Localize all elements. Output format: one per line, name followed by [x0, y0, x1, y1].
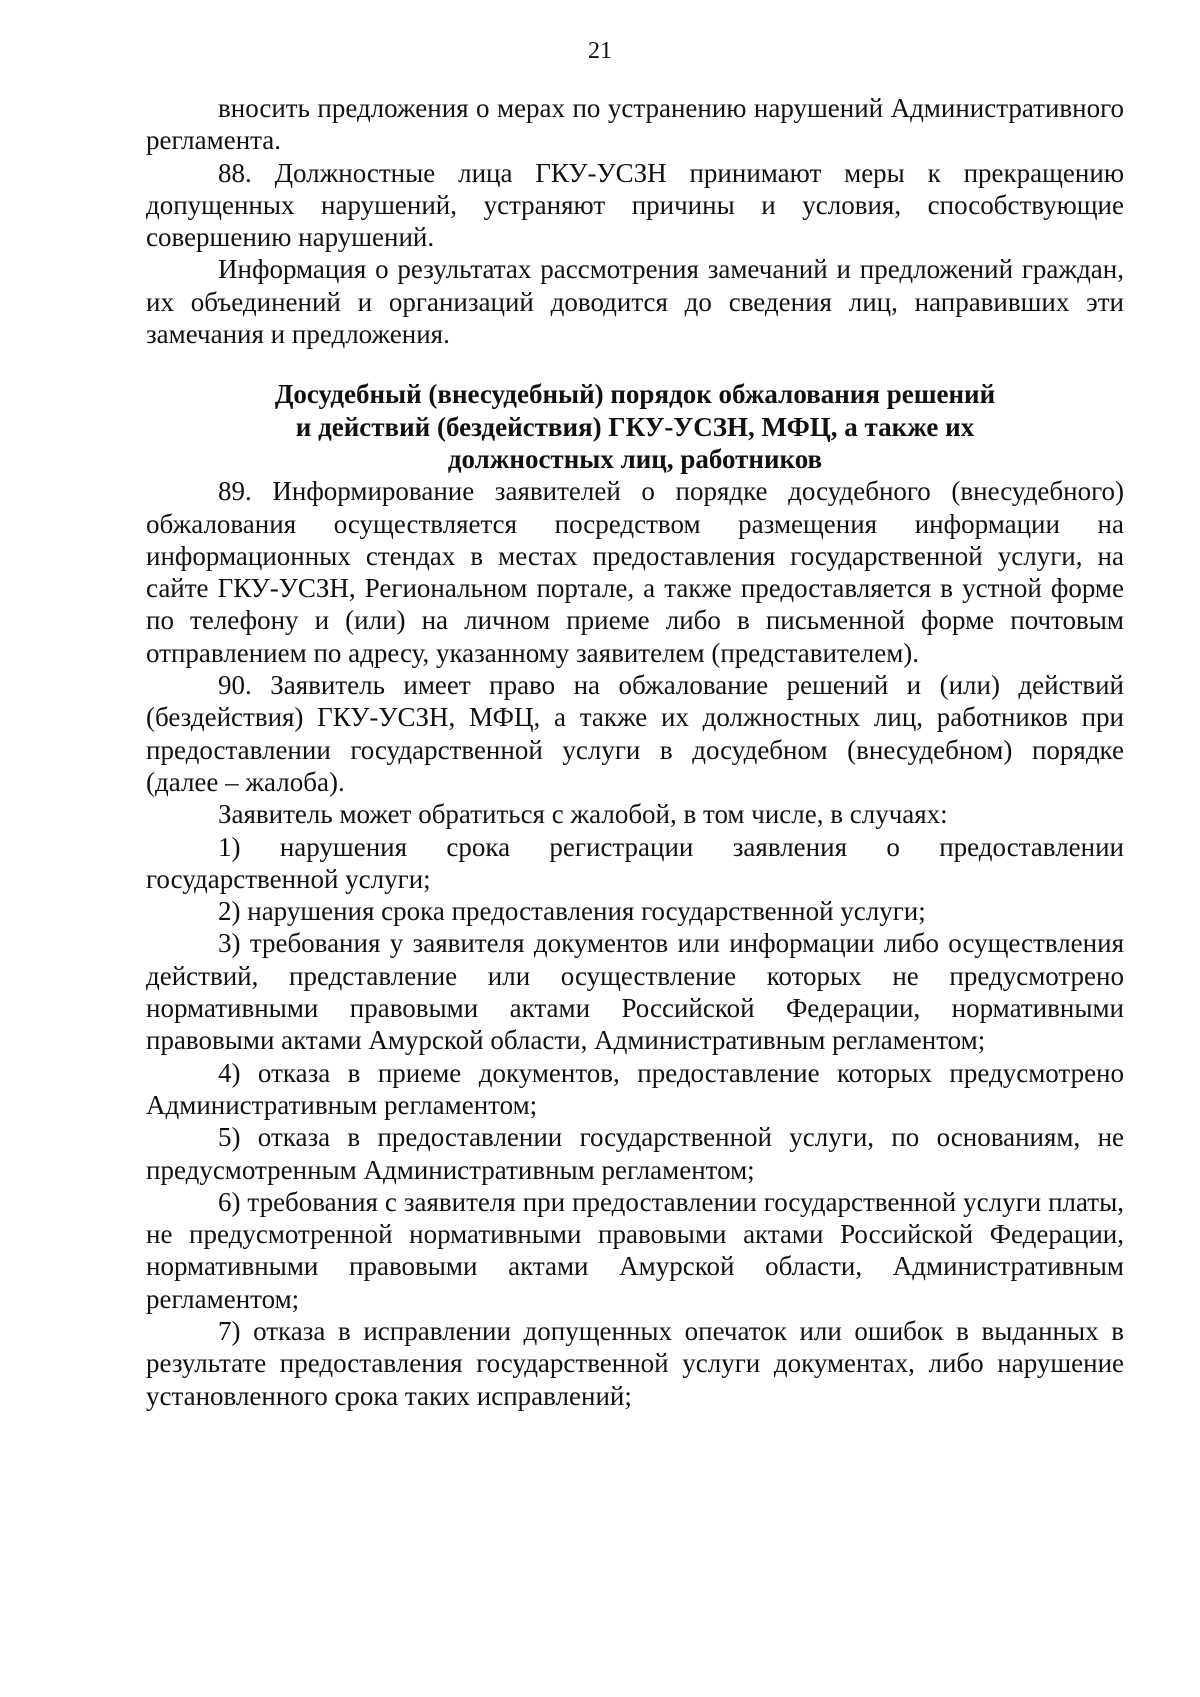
document-body — [146, 92, 1124, 1412]
paragraph-88: 88. Должностные лица ГКУ-УСЗН принимают меры к прекращению допущенных нарушений, устраняют причины и условия, способствующие совершению нарушений. — [146, 157, 1124, 253]
list-item-7: 7) отказа в исправлении допущенных опечаток или ошибок в выданных в результате предоставления государственной услуги документах, либо нарушение установленного срока таких исправлений; — [146, 1315, 1124, 1411]
section-heading-line-2: и действий (бездействия) ГКУ-УСЗН, МФЦ, а также их — [295, 411, 975, 442]
list-item-5: 5) отказа в предоставлении государственной услуги, по основаниям, не предусмотренным Административным регламентом; — [146, 1122, 1124, 1185]
paragraph-89: 89. Информирование заявителей о порядке досудебного (внесудебного) обжалования осуществляется посредством размещения информации на информационных стендах в местах предоставления государственной услуги, на сайте ГКУ-УСЗН, Региональном портале, а также предоставляется в устной форме по телефону и (или) на личном приеме либо в письменной форме почтовым отправлением по адресу, указанному заявителем (представителем). — [146, 476, 1124, 668]
paragraph-cases-intro: Заявитель может обратиться с жалобой, в том числе, в случаях: — [218, 799, 948, 830]
list-item-1: 1) нарушения срока регистрации заявления о предоставлении государственной услуги; — [146, 831, 1124, 894]
list-item-6: 6) требования с заявителя при предоставлении государственной услуги платы, не предусмотренной нормативными правовыми актами Российской Федерации, нормативными правовыми актами Амурской области, Административным регламентом; — [146, 1186, 1124, 1314]
paragraph-90: 90. Заявитель имеет право на обжалование решений и (или) действий (бездействия) ГКУ-УСЗН, МФЦ, а также их должностных лиц, работников при предоставлении государственной услуги в досудебном (внесудебном) порядке (далее – жалоба). — [146, 670, 1124, 797]
paragraph-information: Информация о результатах рассмотрения замечаний и предложений граждан, их объединений и организаций доводится до сведения лиц, направивших эти замечания и предложения. — [146, 254, 1124, 350]
paragraph-continuation: вносить предложения о мерах по устранению нарушений Административного регламента. — [146, 93, 1124, 156]
page-number: 21 — [588, 38, 612, 64]
section-heading-line-1: Досудебный (внесудебный) порядок обжалования решений — [274, 379, 996, 410]
list-item-2: 2) нарушения срока предоставления государственной услуги; — [218, 896, 926, 927]
list-item-3: 3) требования у заявителя документов или информации либо осуществления действий, представление или осуществление которых не предусмотрено нормативными правовыми актами Российской Федерации, нормативными правовыми актами Амурской области, Административным регламентом; — [146, 928, 1124, 1056]
section-heading — [146, 378, 1124, 475]
list-item-4: 4) отказа в приеме документов, предоставление которых предусмотрено Административным регламентом; — [146, 1057, 1124, 1120]
section-heading-line-3: должностных лиц, работников — [447, 443, 823, 474]
